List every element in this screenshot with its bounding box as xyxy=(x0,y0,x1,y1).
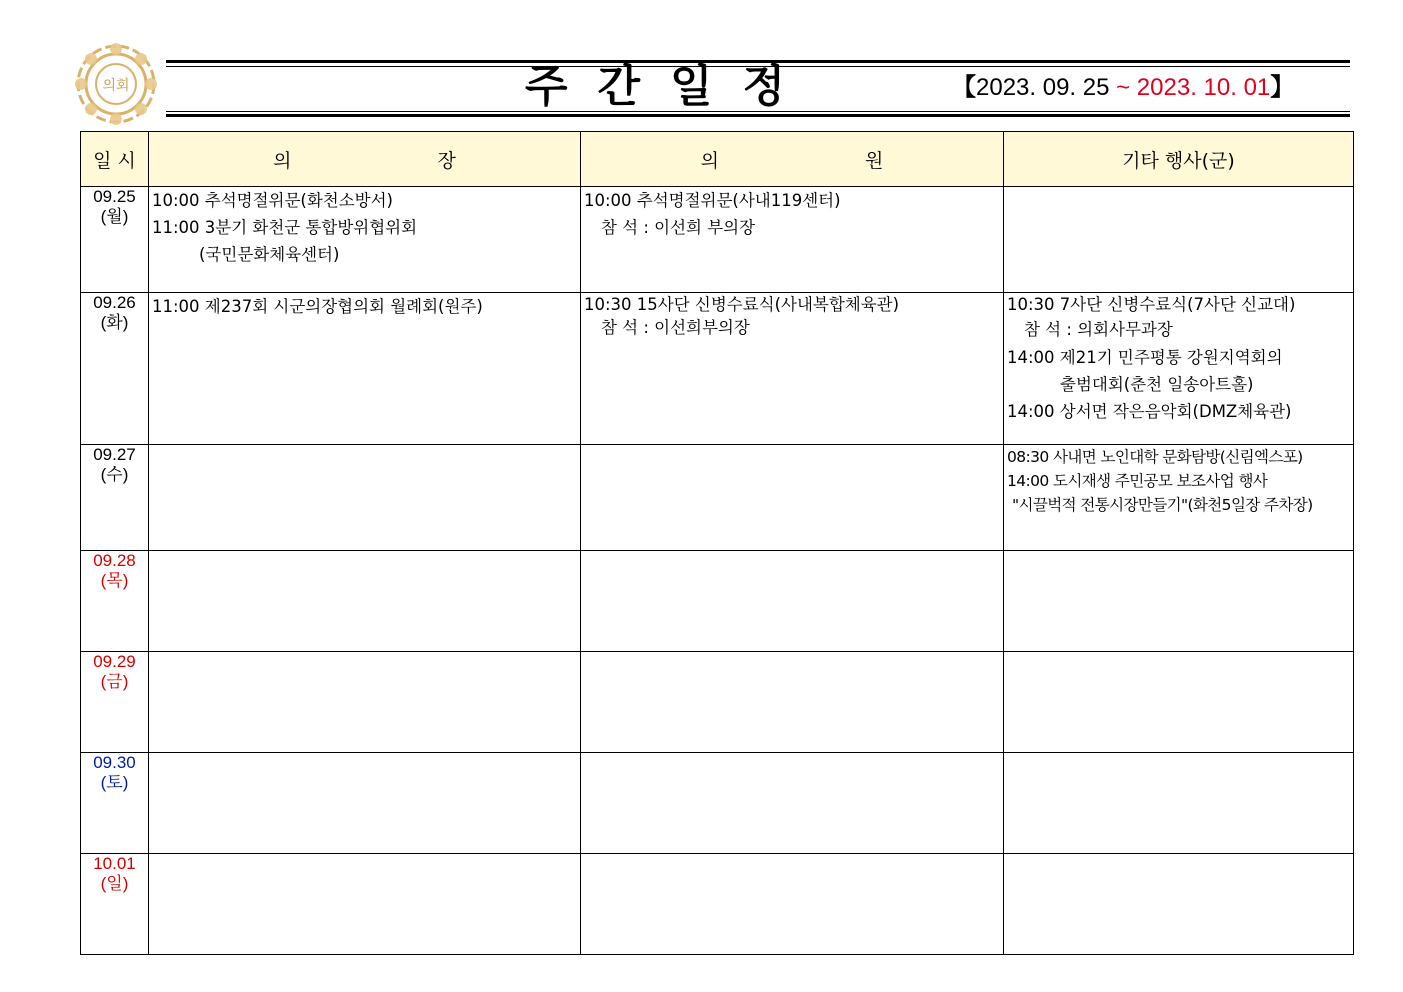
table-row xyxy=(81,445,1354,551)
schedule-entry: 10:30 7사단 신병수료식(7사단 신교대) xyxy=(1007,295,1296,314)
chair-cell xyxy=(149,854,581,955)
schedule-entry: "시끌벅적 전통시장만들기"(화천5일장 주차장) xyxy=(1012,496,1313,514)
date: 09.25 xyxy=(93,187,136,206)
day: (토) xyxy=(100,773,129,792)
day: (금) xyxy=(100,672,129,691)
table-row xyxy=(81,854,1354,955)
table-row xyxy=(81,652,1354,753)
chair-cell xyxy=(149,187,581,293)
other-cell xyxy=(1004,652,1354,753)
day: (목) xyxy=(100,571,129,590)
weekly-schedule-table xyxy=(80,131,1354,955)
date: 09.30 xyxy=(93,753,136,772)
member-cell xyxy=(581,753,1004,854)
schedule-entry: 08:30 사내면 노인대학 문화탐방(신림엑스포) xyxy=(1007,448,1303,466)
period-separator: ~ xyxy=(1116,74,1131,101)
date-cell xyxy=(81,753,149,854)
date-cell xyxy=(81,445,149,551)
schedule-entry: 10:00 추석명절위문(화천소방서) xyxy=(152,191,393,210)
table-row xyxy=(81,753,1354,854)
header-member xyxy=(581,132,1004,187)
member-cell xyxy=(581,854,1004,955)
date: 09.29 xyxy=(93,652,136,671)
member-cell xyxy=(581,187,1004,293)
schedule-entry: 참 석 : 의회사무과장 xyxy=(1024,320,1173,339)
schedule-entry: 11:00 3분기 화천군 통합방위협위회 xyxy=(152,218,418,237)
schedule-entry: (국민문화체육센터) xyxy=(199,245,340,264)
council-emblem xyxy=(70,40,162,128)
member-cell xyxy=(581,652,1004,753)
date-cell xyxy=(81,854,149,955)
member-cell xyxy=(581,293,1004,445)
header-chair xyxy=(149,132,581,187)
other-cell xyxy=(1004,187,1354,293)
other-cell xyxy=(1004,854,1354,955)
date: 09.28 xyxy=(93,551,136,570)
chair-cell xyxy=(149,551,581,652)
table-row xyxy=(81,293,1354,445)
table-row xyxy=(81,551,1354,652)
period-open-bracket: 【 xyxy=(952,74,976,101)
header-row xyxy=(81,132,1354,187)
date: 09.27 xyxy=(93,445,136,464)
day: (수) xyxy=(100,465,129,484)
schedule-entry: 14:00 제21기 민주평통 강원지역회의 xyxy=(1007,348,1283,367)
chair-cell xyxy=(149,293,581,445)
day: (화) xyxy=(100,313,129,332)
chair-cell xyxy=(149,753,581,854)
date-cell xyxy=(81,187,149,293)
header-other: 기타 행사(군) xyxy=(1004,132,1354,187)
schedule-entry: 14:00 상서면 작은음악회(DMZ체육관) xyxy=(1007,402,1292,421)
member-cell xyxy=(581,551,1004,652)
other-cell xyxy=(1004,445,1354,551)
header-member-label: 의 원 xyxy=(700,149,954,172)
schedule-entry: 14:00 도시재생 주민공모 보조사업 행사 xyxy=(1007,472,1268,490)
date-cell xyxy=(81,652,149,753)
schedule-period xyxy=(952,72,1294,104)
period-end: 2023. 10. 01 xyxy=(1130,74,1271,101)
schedule-entry: 11:00 제237회 시군의장협의회 월례회(원주) xyxy=(152,297,483,316)
member-cell xyxy=(581,445,1004,551)
day: (월) xyxy=(100,207,129,226)
other-cell xyxy=(1004,753,1354,854)
header-chair-label: 의 장 xyxy=(273,149,526,172)
schedule-entry: 출범대회(춘천 일송아트홀) xyxy=(1060,375,1254,394)
page-title: 주간일정 xyxy=(525,61,816,112)
schedule-entry: 10:00 추석명절위문(사내119센터) xyxy=(584,191,841,210)
schedule-entry: 10:30 15사단 신병수료식(사내복합체육관) xyxy=(584,295,900,314)
date: 09.26 xyxy=(93,293,136,312)
chair-cell xyxy=(149,445,581,551)
chair-cell xyxy=(149,652,581,753)
other-cell xyxy=(1004,293,1354,445)
period-start: 2023. 09. 25 xyxy=(976,74,1117,101)
date-cell xyxy=(81,293,149,445)
other-cell xyxy=(1004,551,1354,652)
header-date: 일 시 xyxy=(81,132,149,187)
table-row xyxy=(81,187,1354,293)
emblem-text: 의회 xyxy=(102,78,130,94)
day: (일) xyxy=(100,874,129,893)
schedule-entry: 참 석 : 이선희부의장 xyxy=(601,318,750,337)
period-close-bracket: 】 xyxy=(1270,74,1295,101)
schedule-entry: 참 석 : 이선희 부의장 xyxy=(601,218,756,237)
date-cell xyxy=(81,551,149,652)
date: 10.01 xyxy=(93,854,136,873)
